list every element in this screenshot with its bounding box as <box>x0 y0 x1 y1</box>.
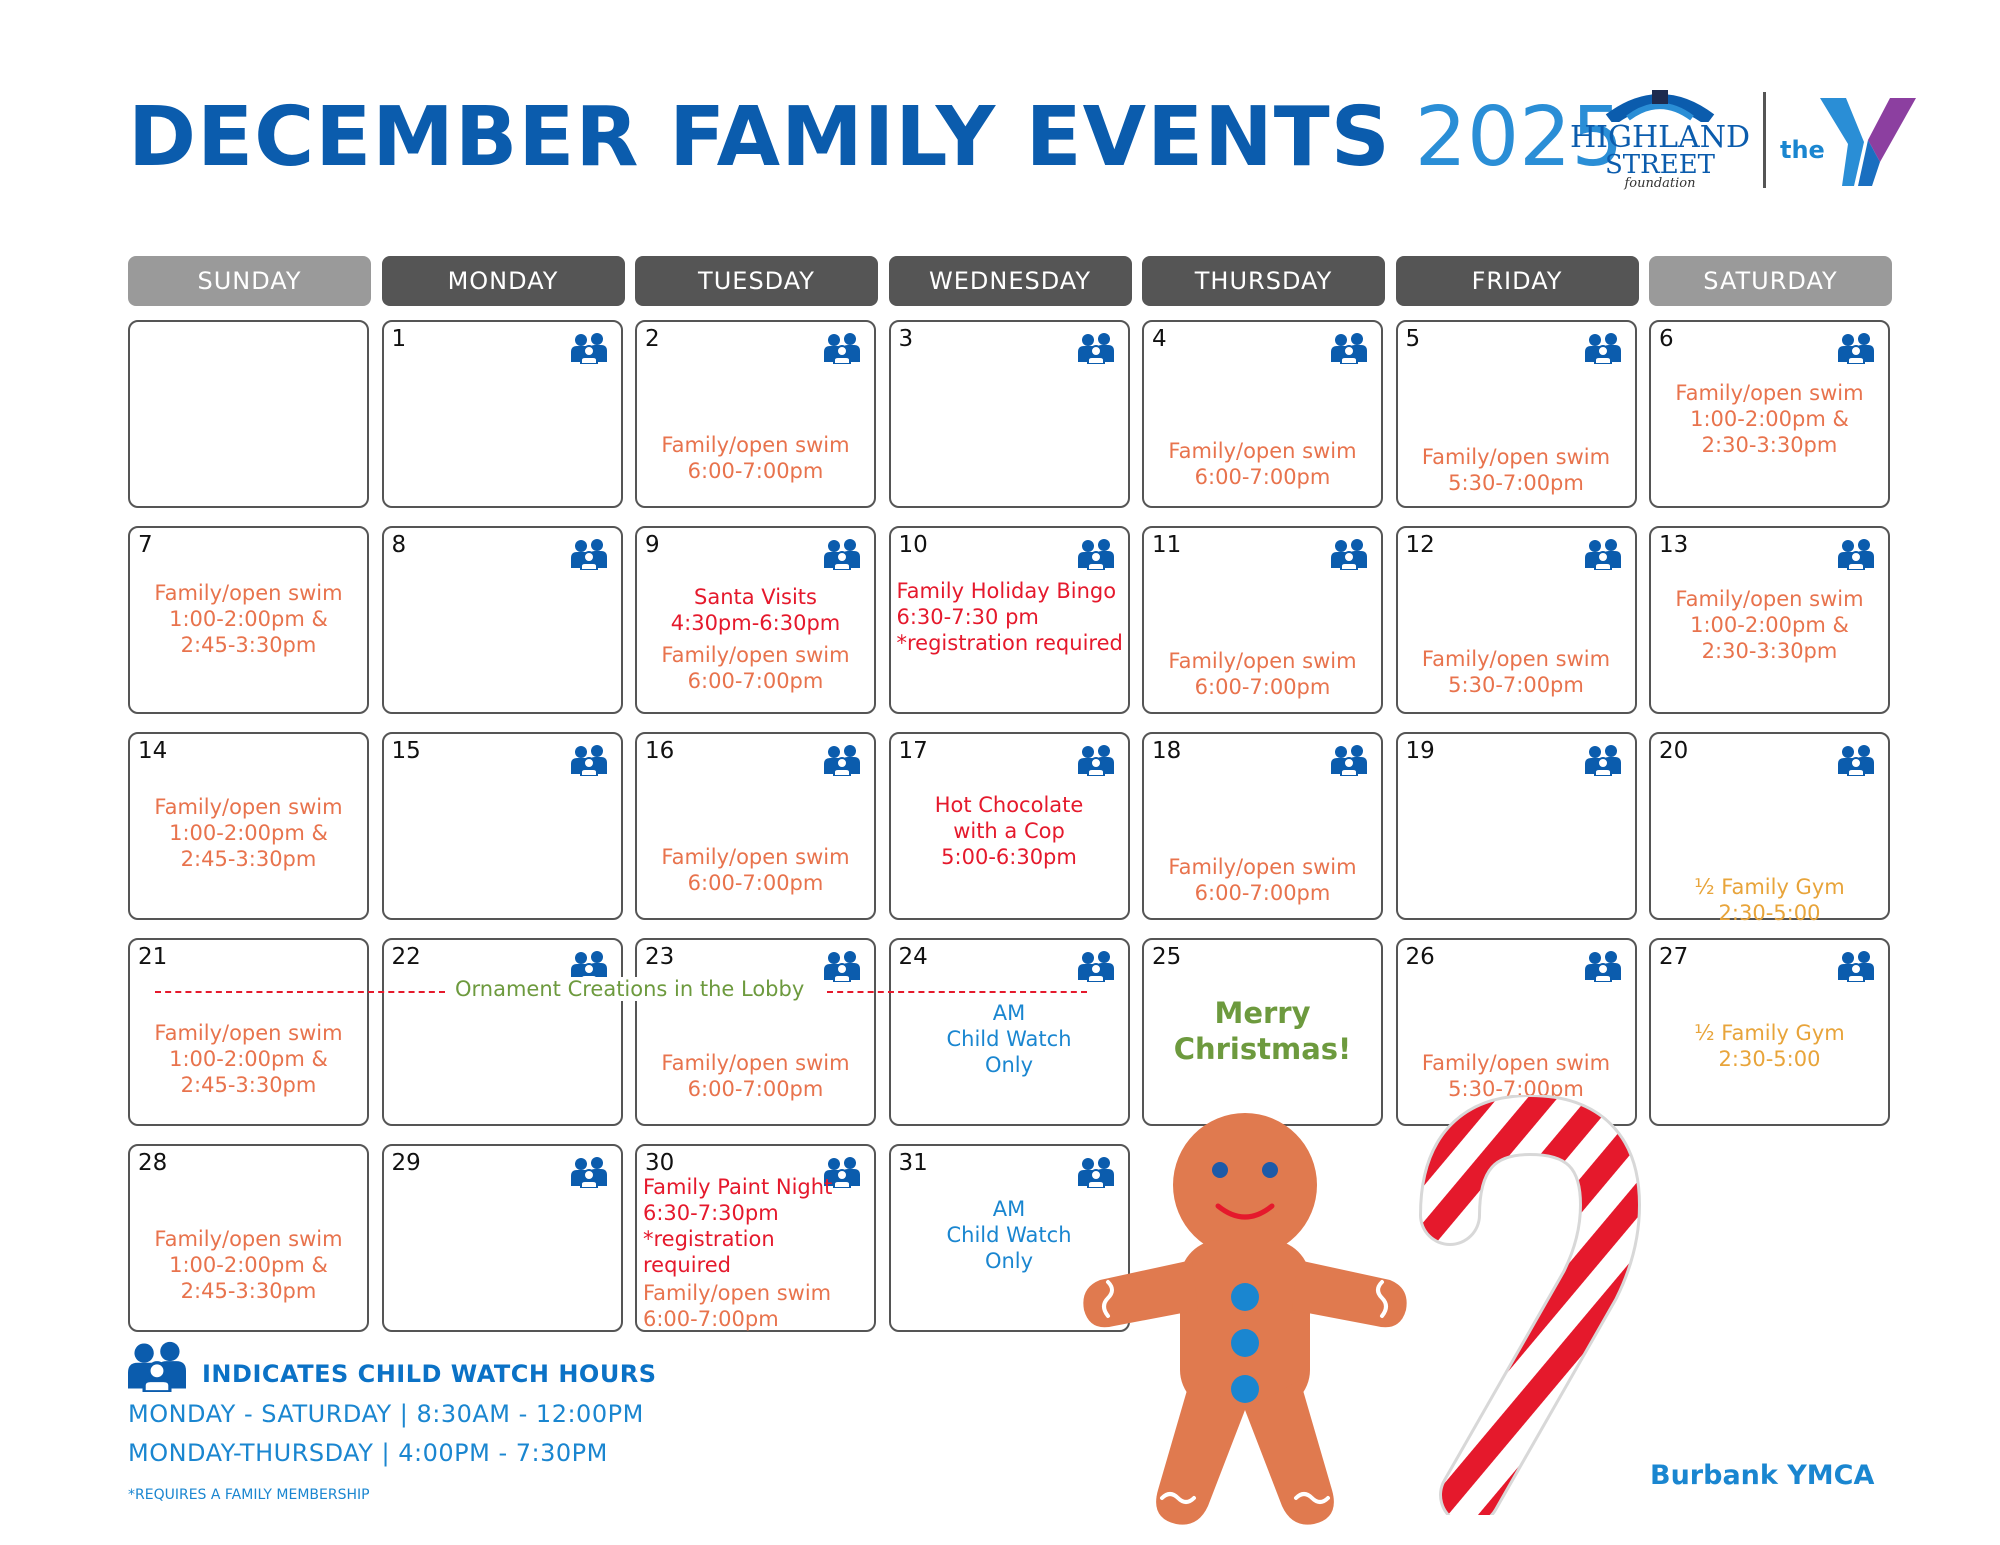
event-text: Family/open swim <box>661 643 850 667</box>
event-text: Family/open swim <box>661 845 850 869</box>
banner-dash-left <box>155 991 445 993</box>
event-text: Family/open swim <box>1675 381 1864 405</box>
event-text: 1:00-2:00pm & <box>1690 613 1849 637</box>
legend-footnote: *REQUIRES A FAMILY MEMBERSHIP <box>128 1487 370 1503</box>
child-watch-icon <box>571 1156 607 1188</box>
calendar-day-2 <box>635 320 876 508</box>
event-text: Family/open swim <box>1675 587 1864 611</box>
calendar-day-6 <box>1649 320 1890 508</box>
child-watch-icon <box>824 538 860 570</box>
calendar-day-8 <box>382 526 623 714</box>
event-list <box>637 1050 874 1102</box>
event-list <box>637 432 874 484</box>
event-list <box>1398 444 1635 496</box>
event-text: 5:30-7:00pm <box>1448 1077 1584 1101</box>
calendar-day-10 <box>889 526 1130 714</box>
event-text: 6:30-7:30pm <box>643 1201 779 1225</box>
day-number: 20 <box>1659 738 1689 764</box>
calendar-day-15 <box>382 732 623 920</box>
event-text: Family/open swim <box>643 1281 832 1305</box>
event-text: Family/open swim <box>154 1021 343 1045</box>
calendar-day-14 <box>128 732 369 920</box>
logo-line-highland: HIGHLAND <box>1570 120 1751 155</box>
ornament-banner <box>155 977 1085 1007</box>
day-number: 27 <box>1659 944 1689 970</box>
calendar-day-22 <box>382 938 623 1126</box>
day-number: 12 <box>1405 532 1435 558</box>
candy-cane-illustration <box>1410 1095 1650 1515</box>
day-number: 13 <box>1659 532 1689 558</box>
day-header-thursday: THURSDAY <box>1142 256 1385 306</box>
event-text: AM <box>992 1197 1026 1221</box>
calendar-day-empty <box>128 320 369 508</box>
event-text: Santa Visits <box>694 585 817 609</box>
day-number: 26 <box>1405 944 1435 970</box>
day-number: 31 <box>898 1150 928 1176</box>
child-watch-icon <box>1585 332 1621 364</box>
calendar-day-20 <box>1649 732 1890 925</box>
event-text: 4:30pm-6:30pm <box>670 611 841 635</box>
logo-divider <box>1763 92 1766 188</box>
day-number: 3 <box>898 326 914 352</box>
ymca-the-text: the <box>1780 136 1825 164</box>
event-text: 2:45-3:30pm <box>180 1073 317 1097</box>
child-watch-icon <box>1838 332 1874 364</box>
child-watch-icon <box>1585 950 1621 982</box>
event-list <box>891 1000 1128 1078</box>
calendar-day-28 <box>128 1144 369 1332</box>
event-text: Family/open swim <box>661 1051 850 1075</box>
event-text: AM <box>992 1001 1026 1025</box>
event-text: 6:00-7:00pm <box>1194 465 1331 489</box>
child-watch-icon <box>1585 538 1621 570</box>
child-watch-icon <box>1331 332 1367 364</box>
child-watch-icon <box>1585 744 1621 776</box>
event-text: 2:30-3:30pm <box>1701 639 1838 663</box>
child-watch-icon <box>1838 950 1874 982</box>
event-text: 1:00-2:00pm & <box>169 1047 328 1071</box>
event-text: 6:00-7:00pm <box>687 871 824 895</box>
event-list <box>1651 586 1888 664</box>
calendar-day-27 <box>1649 938 1890 1126</box>
ymca-y-icon <box>1820 92 1920 192</box>
banner-dash-right <box>827 991 1087 993</box>
day-number: 22 <box>391 944 421 970</box>
calendar-day-11 <box>1142 526 1383 714</box>
event-list <box>130 580 367 658</box>
event-text: 6:00-7:00pm <box>1194 881 1331 905</box>
event-text: Family/open swim <box>1421 647 1611 671</box>
event-text: 5:30-7:00pm <box>1448 673 1584 697</box>
day-number: 4 <box>1152 326 1167 352</box>
day-number: 19 <box>1405 738 1435 764</box>
event-text: *registration <box>643 1227 775 1251</box>
calendar-day-13 <box>1649 526 1890 714</box>
branch-name: Burbank YMCA <box>1650 1460 1875 1491</box>
calendar-day-19 <box>1396 732 1637 920</box>
child-watch-icon <box>1838 744 1874 776</box>
child-watch-icon <box>824 332 860 364</box>
day-number: 18 <box>1152 738 1182 764</box>
event-text: 1:00-2:00pm & <box>169 821 328 845</box>
child-watch-icon <box>571 744 607 776</box>
event-list <box>1398 646 1635 698</box>
event-text: 1:00-2:00pm & <box>169 1253 328 1277</box>
day-number: 14 <box>138 738 168 764</box>
event-list <box>637 584 874 694</box>
event-text: 6:00-7:00pm <box>687 1077 824 1101</box>
event-text: Child Watch <box>946 1223 1072 1247</box>
event-list <box>1144 995 1381 1067</box>
event-text: Family/open swim <box>1421 445 1611 469</box>
calendar-day-17 <box>889 732 1130 920</box>
child-watch-icon <box>1078 332 1114 364</box>
day-number: 11 <box>1152 532 1182 558</box>
legend-hours-line-1: MONDAY - SATURDAY | 8:30AM - 12:00PM <box>128 1400 644 1428</box>
calendar-day-24 <box>889 938 1130 1126</box>
event-text: 6:00-7:00pm <box>1194 675 1331 699</box>
event-list <box>1651 380 1888 458</box>
event-list <box>1651 1020 1888 1072</box>
event-text: 5:00-6:30pm <box>941 845 1077 869</box>
child-watch-icon <box>824 744 860 776</box>
event-text: Family/open swim <box>154 795 343 819</box>
calendar-day-21 <box>128 938 369 1126</box>
calendar-day-25 <box>1142 938 1383 1126</box>
child-watch-icon <box>571 332 607 364</box>
event-list <box>130 1226 367 1304</box>
calendar-day-1 <box>382 320 623 508</box>
event-text: 2:30-3:30pm <box>1701 433 1838 457</box>
calendar-day-7 <box>128 526 369 714</box>
event-list <box>1651 874 1888 926</box>
day-number: 8 <box>391 532 407 558</box>
day-number: 9 <box>645 532 660 558</box>
calendar-day-30 <box>635 1144 876 1332</box>
day-number: 16 <box>645 738 675 764</box>
event-text: Family/open swim <box>1168 855 1357 879</box>
child-watch-icon <box>1078 744 1114 776</box>
calendar-day-23 <box>635 938 876 1126</box>
day-header-saturday: SATURDAY <box>1649 256 1892 306</box>
event-text: Family Holiday Bingo <box>896 579 1117 603</box>
banner-text: Ornament Creations in the Lobby <box>455 977 805 1001</box>
day-number: 28 <box>138 1150 168 1176</box>
event-text: 6:30-7:30 pm <box>896 605 1039 629</box>
day-header-friday: FRIDAY <box>1396 256 1639 306</box>
event-text: Family/open swim <box>1421 1051 1611 1075</box>
event-text: Family/open swim <box>1168 649 1357 673</box>
event-text: ½ Family Gym <box>1694 875 1845 899</box>
event-list <box>130 1020 367 1098</box>
child-watch-icon <box>1078 538 1114 570</box>
gingerbread-man-illustration <box>1080 1110 1410 1530</box>
event-text: 2:45-3:30pm <box>180 633 317 657</box>
event-text: required <box>643 1253 731 1277</box>
event-text: Merry <box>1214 996 1311 1030</box>
child-watch-icon <box>1331 744 1367 776</box>
day-number: 23 <box>645 944 675 970</box>
event-list <box>1144 648 1381 700</box>
event-text: 6:00-7:00pm <box>687 459 824 483</box>
event-text: 1:00-2:00pm & <box>169 607 328 631</box>
logo-line-street: STREET <box>1604 150 1716 180</box>
logo-line-foundation: foundation <box>1624 176 1696 191</box>
day-number: 2 <box>645 326 660 352</box>
event-text: Family/open swim <box>1168 439 1357 463</box>
day-number: 24 <box>898 944 928 970</box>
day-number: 5 <box>1405 326 1421 352</box>
highland-street-logo <box>1570 88 1751 191</box>
event-text: 6:00-7:00pm <box>643 1307 779 1331</box>
day-number: 25 <box>1152 944 1182 970</box>
event-text: Hot Chocolate <box>934 793 1084 817</box>
event-text: *registration required <box>896 631 1123 655</box>
day-number: 1 <box>391 326 407 352</box>
calendar-day-12 <box>1396 526 1637 714</box>
event-text: 5:30-7:00pm <box>1448 471 1584 495</box>
event-text: 2:30-5:00 <box>1718 1047 1821 1071</box>
event-text: Only <box>984 1053 1034 1077</box>
event-text: Christmas! <box>1173 1032 1352 1066</box>
day-number: 29 <box>391 1150 421 1176</box>
event-text: Family/open swim <box>154 1227 343 1251</box>
child-watch-icon <box>128 1340 186 1392</box>
child-watch-icon <box>1331 538 1367 570</box>
event-list <box>637 1174 874 1332</box>
day-number: 6 <box>1659 326 1674 352</box>
calendar-day-9 <box>635 526 876 714</box>
calendar-day-3 <box>889 320 1130 508</box>
calendar-day-16 <box>635 732 876 920</box>
event-text: Child Watch <box>946 1027 1072 1051</box>
event-text: ½ Family Gym <box>1694 1021 1845 1045</box>
event-text: Family/open swim <box>661 433 850 457</box>
child-watch-icon <box>1838 538 1874 570</box>
calendar-day-18 <box>1142 732 1383 920</box>
event-text: 2:45-3:30pm <box>180 847 317 871</box>
day-header-tuesday: TUESDAY <box>635 256 878 306</box>
day-header-monday: MONDAY <box>382 256 625 306</box>
event-text: 1:00-2:00pm & <box>1690 407 1849 431</box>
legend-hours-line-2: MONDAY-THURSDAY | 4:00PM - 7:30PM <box>128 1439 608 1467</box>
child-watch-icon <box>571 538 607 570</box>
event-text: 6:00-7:00pm <box>687 669 824 693</box>
event-list <box>1144 438 1381 490</box>
event-text: with a Cop <box>953 819 1065 843</box>
calendar-day-29 <box>382 1144 623 1332</box>
event-list <box>637 844 874 896</box>
day-header-wednesday: WEDNESDAY <box>889 256 1132 306</box>
event-text: Family Paint Night <box>643 1175 833 1199</box>
title-main: DECEMBER FAMILY EVENTS <box>128 90 1391 185</box>
day-number: 10 <box>898 532 928 558</box>
calendar-day-5 <box>1396 320 1637 508</box>
event-list <box>130 794 367 872</box>
title-year: 2025 <box>1414 90 1624 185</box>
event-text: Family/open swim <box>154 581 343 605</box>
event-list <box>891 792 1128 870</box>
day-header-sunday: SUNDAY <box>128 256 371 306</box>
day-number: 7 <box>138 532 153 558</box>
calendar-day-4 <box>1142 320 1383 508</box>
legend-title: INDICATES CHILD WATCH HOURS <box>202 1360 657 1388</box>
event-text: Only <box>984 1249 1034 1273</box>
event-list <box>891 578 1128 656</box>
day-number: 21 <box>138 944 168 970</box>
ymca-logo <box>1780 92 1920 192</box>
event-text: 2:45-3:30pm <box>180 1279 317 1303</box>
day-number: 30 <box>645 1150 675 1176</box>
event-list <box>1144 854 1381 906</box>
event-text: 2:30-5:00 <box>1718 901 1821 925</box>
day-number: 15 <box>391 738 421 764</box>
day-number: 17 <box>898 738 928 764</box>
page-title <box>128 90 1623 190</box>
